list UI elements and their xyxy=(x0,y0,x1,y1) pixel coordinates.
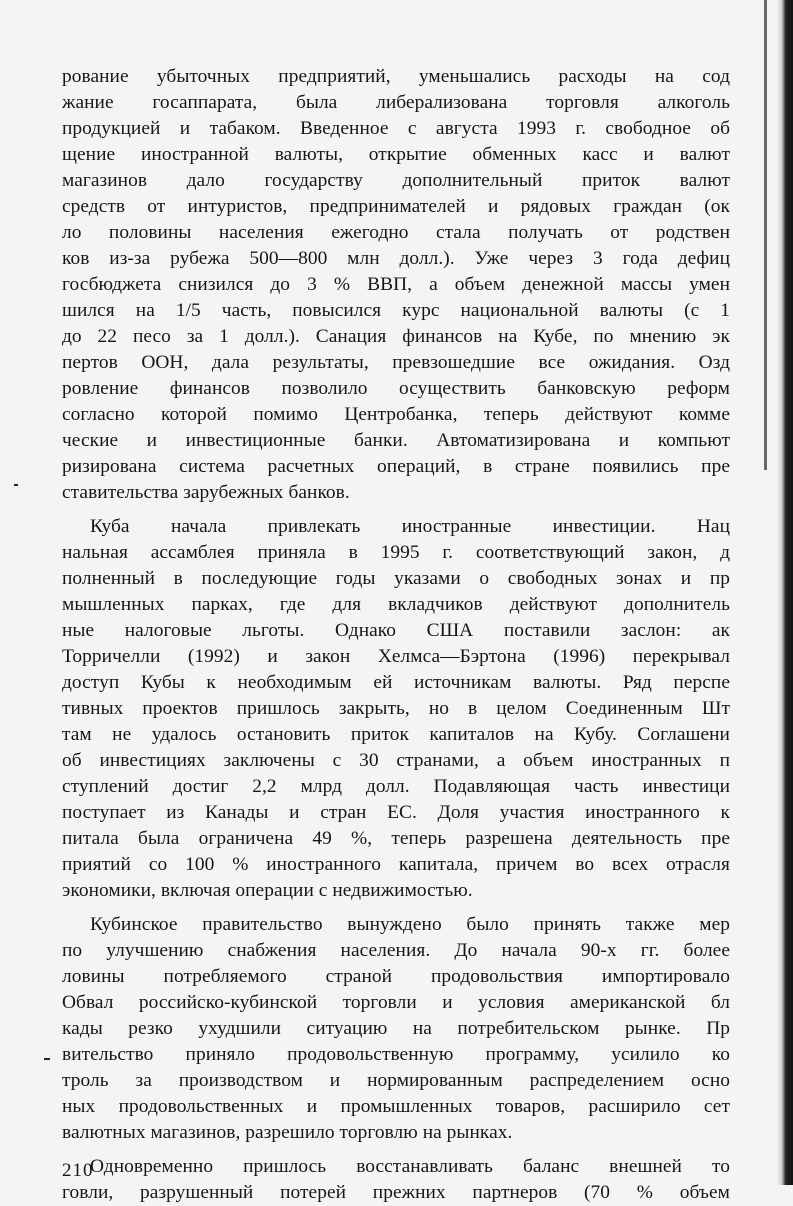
text-line: тивных проектов пришлось закрыть, но в целом Соединенным Шт xyxy=(62,698,730,719)
text-line: питала была ограничена 49 %, теперь разрешена деятельность пре xyxy=(62,828,730,849)
text-line: Куба начала привлекать иностранные инвестиции. Нац xyxy=(90,516,730,537)
text-line: ловины потребляемого страной продовольствия импортировало xyxy=(62,966,730,987)
page-number: 210 xyxy=(62,1160,94,1181)
text-line: вительство приняло продовольственную программу, усилило ко xyxy=(62,1044,730,1065)
text-line: валютных магазинов, разрешило торговлю на рынках. xyxy=(62,1122,513,1143)
text-line: полненный в последующие годы указами о свободных зонах и пр xyxy=(62,568,730,589)
text-line: рование убыточных предприятий, уменьшались расходы на сод xyxy=(62,66,730,87)
paragraph-1 xyxy=(62,64,730,506)
text-line: ные налоговые льготы. Однако США поставили заслон: ак xyxy=(62,620,730,641)
text-line: ровление финансов позволило осуществить банковскую реформ xyxy=(62,378,730,399)
text-line: Кубинское правительство вынуждено было принять также мер xyxy=(90,914,730,935)
text-line: ков из-за рубежа 500—800 млн долл.). Уже через 3 года дефиц xyxy=(62,248,730,269)
text-line: там не удалось остановить приток капиталов на Кубу. Соглашени xyxy=(62,724,730,745)
margin-mark xyxy=(14,484,18,486)
text-block xyxy=(62,64,730,1206)
page-edge-shadow xyxy=(777,0,793,1185)
text-line: нальная ассамблея приняла в 1995 г. соответствующий закон, д xyxy=(62,542,730,563)
text-line: магазинов дало государству дополнительный приток валют xyxy=(62,170,730,191)
text-line: доступ Кубы к необходимым ей источникам валюты. Ряд перспе xyxy=(62,672,730,693)
text-line: продукцией и табаком. Введенное с августа 1993 г. свободное об xyxy=(62,118,730,139)
text-line: говли, разрушенный потерей прежних партнеров (70 % объем xyxy=(62,1182,730,1203)
text-line: приятий со 100 % иностранного капитала, причем во всех отрасля xyxy=(62,854,730,875)
text-line: ризирована система расчетных операций, в стране появились пре xyxy=(62,456,730,477)
text-line: об инвестициях заключены с 30 странами, а объем иностранных п xyxy=(62,750,730,771)
text-line: Обвал российско-кубинской торговли и условия американской бл xyxy=(62,992,730,1013)
text-line: средств от интуристов, предпринимателей и рядовых граждан (ок xyxy=(62,196,730,217)
paragraph-3 xyxy=(62,912,730,1146)
paragraph-2 xyxy=(62,514,730,904)
text-line: ло половины населения ежегодно стала получать от родствен xyxy=(62,222,730,243)
margin-mark xyxy=(44,1058,50,1060)
text-line: мышленных парках, где для вкладчиков действуют дополнитель xyxy=(62,594,730,615)
text-line: до 22 песо за 1 долл.). Санация финансов на Кубе, по мнению эк xyxy=(62,326,730,347)
text-line: пертов ООН, дала результаты, превзошедшие все ожидания. Озд xyxy=(62,352,730,373)
text-line: троль за производством и нормированным распределением осно xyxy=(62,1070,730,1091)
text-line: кады резко ухудшили ситуацию на потребительском рынке. Пр xyxy=(62,1018,730,1039)
text-line: жание госаппарата, была либерализована торговля алкоголь xyxy=(62,92,730,113)
text-line: поступает из Канады и стран ЕС. Доля участия иностранного к xyxy=(62,802,730,823)
text-line: Торричелли (1992) и закон Хелмса—Бэртона (1996) перекрывал xyxy=(62,646,730,667)
text-line: ческие и инвестиционные банки. Автоматизирована и компьют xyxy=(62,430,730,451)
paragraph-4 xyxy=(62,1154,730,1206)
text-line: шился на 1/5 часть, повысился курс национальной валюты (с 1 xyxy=(62,300,730,321)
text-line: госбюджета снизился до 3 % ВВП, а объем денежной массы умен xyxy=(62,274,730,295)
binding-line xyxy=(764,0,767,470)
text-line: согласно которой помимо Центробанка, теперь действуют комме xyxy=(62,404,730,425)
text-line: ставительства зарубежных банков. xyxy=(62,482,350,503)
text-line: ступлений достиг 2,2 млрд долл. Подавляющая часть инвестици xyxy=(62,776,730,797)
text-line: по улучшению снабжения населения. До начала 90-х гг. более xyxy=(62,940,730,961)
text-line: экономики, включая операции с недвижимостью. xyxy=(62,880,473,901)
text-line: щение иностранной валюты, открытие обменных касс и валют xyxy=(62,144,730,165)
text-line: Одновременно пришлось восстанавливать баланс внешней то xyxy=(90,1156,730,1177)
text-line: ных продовольственных и промышленных товаров, расширило сет xyxy=(62,1096,730,1117)
